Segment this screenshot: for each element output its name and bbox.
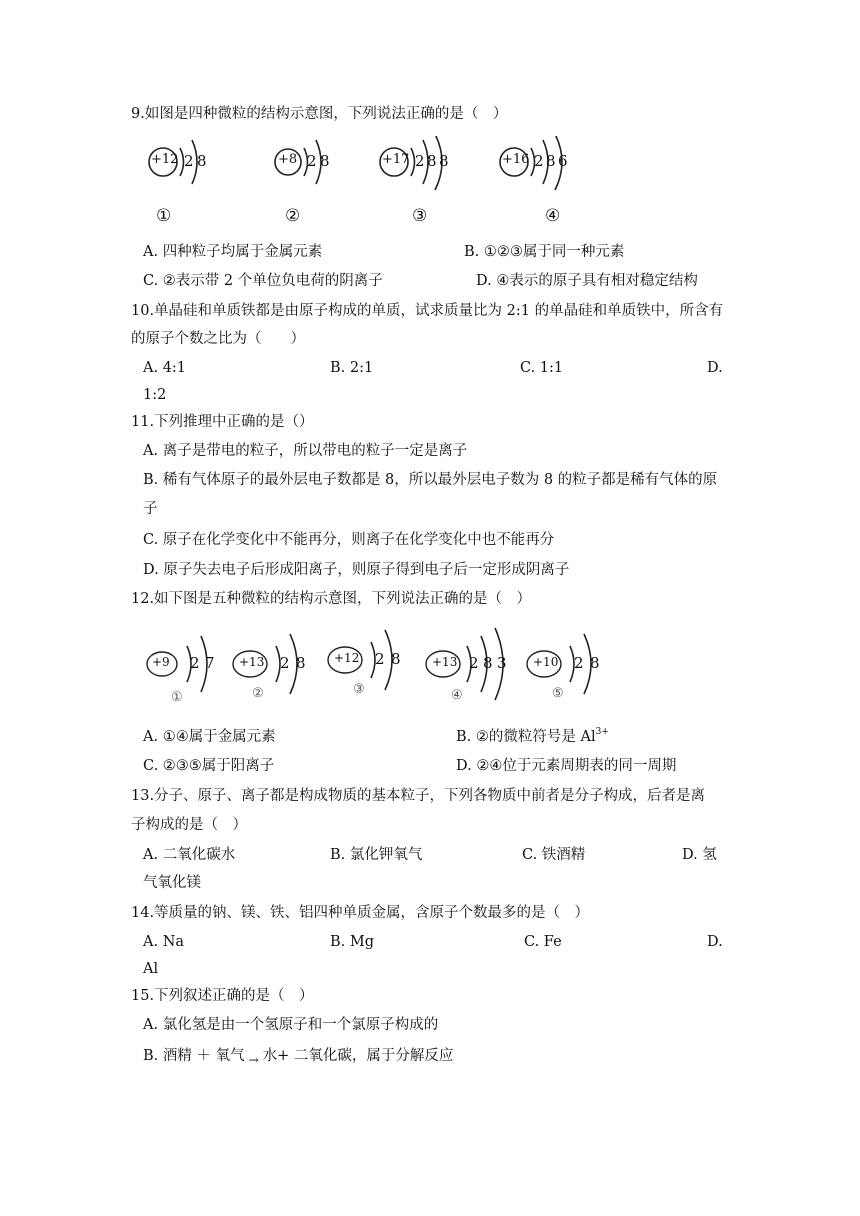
q15-option-b-products: 水+ 二氧化碳，属于分解反应 <box>262 1048 454 1064</box>
particle-label: ② <box>252 686 264 701</box>
q13-option-d-cont: 气氧化镁 <box>143 875 201 891</box>
q11-option-d: D. 原子失去电子后形成阳离子，则原子得到电子后一定形成阴离子 <box>143 562 570 578</box>
particle-label: ① <box>171 690 183 705</box>
nucleus-charge: +13 <box>432 655 458 669</box>
shell-electrons: 6 <box>558 152 568 170</box>
shell-electrons: 2 <box>469 654 479 672</box>
particle-label: ② <box>285 206 301 226</box>
q10-option-b: B. 2:1 <box>330 360 374 376</box>
atom-structure-icon <box>325 624 415 706</box>
shell-electrons: 8 <box>590 654 600 672</box>
q10-option-d-value: 1:2 <box>143 387 167 403</box>
shell-electrons: 2 <box>184 152 194 170</box>
ion-charge-superscript: 3+ <box>595 727 609 737</box>
q12-particle-1 <box>143 628 223 710</box>
particle-label: ④ <box>545 206 561 226</box>
shell-electrons: 8 <box>546 152 556 170</box>
q10-stem-line1: 10.单晶硅和单质铁都是由原子构成的单质，试求质量比为 2:1 的单晶硅和单质铁中，所含有 <box>131 303 724 319</box>
shell-electrons: 3 <box>497 654 507 672</box>
q11-option-a: A. 离子是带电的粒子，所以带电的粒子一定是离子 <box>143 443 468 459</box>
shell-electrons: 2 <box>375 650 385 668</box>
shell-electrons: 2 <box>574 654 584 672</box>
atom-structure-icon <box>140 136 240 231</box>
shell-electrons: 8 <box>427 152 437 170</box>
q13-option-b: B. 氯化钾氧气 <box>330 847 423 863</box>
atom-structure-icon <box>230 628 320 710</box>
q9-option-a: A. 四种粒子均属于金属元素 <box>143 244 323 260</box>
shell-electrons: 8 <box>483 654 493 672</box>
shell-electrons: 2 <box>534 152 544 170</box>
q12-particle-3 <box>325 624 415 706</box>
nucleus-charge: +16 <box>502 152 530 167</box>
q11-option-b-cont: 子 <box>143 501 158 517</box>
q11-option-b: B. 稀有气体原子的最外层电子数都是 8，所以最外层电子数为 8 的粒子都是稀有气体的原 <box>143 472 718 488</box>
shell-electrons: 8 <box>197 152 207 170</box>
reaction-arrow-icon: → <box>248 1053 259 1067</box>
nucleus-charge: +12 <box>151 152 179 167</box>
q9-particle-4 <box>498 136 608 231</box>
shell-electrons: 2 <box>190 654 200 672</box>
shell-electrons: 8 <box>391 650 401 668</box>
q10-option-a: A. 4:1 <box>143 360 187 376</box>
q12-option-b-text: B. ②的微粒符号是 Al <box>456 729 596 745</box>
q12-option-d: D. ②④位于元素周期表的同一周期 <box>456 758 677 774</box>
q14-option-a: A. Na <box>143 934 185 950</box>
shell-electrons: 2 <box>280 654 290 672</box>
q12-option-b <box>456 727 609 747</box>
q9-particle-3 <box>377 136 487 231</box>
q13-option-c: C. 铁酒精 <box>522 847 586 863</box>
nucleus-charge: +8 <box>278 152 298 167</box>
q10-option-c: C. 1:1 <box>520 360 564 376</box>
q9-particle-2 <box>268 136 368 231</box>
shell-electrons: 8 <box>320 152 330 170</box>
q14-option-c: C. Fe <box>524 934 562 950</box>
particle-label: ① <box>156 206 172 226</box>
q11-option-c: C. 原子在化学变化中不能再分，则离子在化学变化中也不能再分 <box>143 532 555 548</box>
particle-label: ③ <box>412 206 428 226</box>
q9-stem: 9.如图是四种微粒的结构示意图，下列说法正确的是（ ） <box>131 106 508 122</box>
particle-label: ⑤ <box>552 686 564 701</box>
shell-electrons: 2 <box>415 152 425 170</box>
nucleus-charge: +9 <box>152 655 170 669</box>
particle-label: ③ <box>353 682 365 697</box>
nucleus-charge: +12 <box>334 651 360 665</box>
q9-option-d: D. ④表示的原子具有相对稳定结构 <box>476 273 698 289</box>
atom-structure-icon <box>377 136 487 231</box>
q10-option-d: D. <box>707 360 723 376</box>
q12-particle-5 <box>524 626 614 708</box>
q11-stem: 11.下列推理中正确的是（） <box>131 414 314 430</box>
q13-option-a: A. 二氧化碳水 <box>143 847 236 863</box>
q15-stem: 15.下列叙述正确的是（ ） <box>131 988 314 1004</box>
q14-stem: 14.等质量的钠、镁、铁、铝四种单质金属，含原子个数最多的是（ ） <box>131 905 590 921</box>
nucleus-charge: +10 <box>533 655 559 669</box>
q12-option-c: C. ②③⑤属于阳离子 <box>143 758 275 774</box>
nucleus-charge: +17 <box>382 152 410 167</box>
nucleus-charge: +13 <box>239 655 265 669</box>
q9-particle-1 <box>140 136 240 231</box>
q12-stem: 12.如下图是五种微粒的结构示意图，下列说法正确的是（ ） <box>131 591 532 607</box>
q10-stem-line2: 的原子个数之比为（ ） <box>131 331 305 347</box>
q12-particle-4 <box>423 626 523 710</box>
q13-option-d: D. 氢 <box>682 847 717 863</box>
particle-label: ④ <box>451 688 463 703</box>
q13-stem-line2: 子构成的是（ ） <box>131 817 247 833</box>
shell-electrons: 2 <box>307 152 317 170</box>
q14-option-d-value: Al <box>143 961 159 977</box>
q12-option-a: A. ①④属于金属元素 <box>143 729 276 745</box>
shell-electrons: 8 <box>439 152 449 170</box>
q15-option-b <box>143 1046 453 1070</box>
q14-option-d: D. <box>707 934 723 950</box>
atom-structure-icon <box>268 136 368 231</box>
shell-electrons: 7 <box>205 654 215 672</box>
q15-option-a: A. 氯化氢是由一个氢原子和一个氯原子构成的 <box>143 1017 439 1033</box>
q12-particle-2 <box>230 628 320 710</box>
shell-electrons: 8 <box>296 654 306 672</box>
q14-option-b: B. Mg <box>330 934 375 950</box>
q9-option-c: C. ②表示带 2 个单位负电荷的阴离子 <box>143 273 383 289</box>
q13-stem-line1: 13.分子、原子、离子都是构成物质的基本粒子，下列各物质中前者是分子构成，后者是离 <box>131 788 706 804</box>
q9-option-b: B. ①②③属于同一种元素 <box>464 244 625 260</box>
q15-option-b-reactants: B. 酒精 ＋ 氧气 <box>143 1048 245 1064</box>
